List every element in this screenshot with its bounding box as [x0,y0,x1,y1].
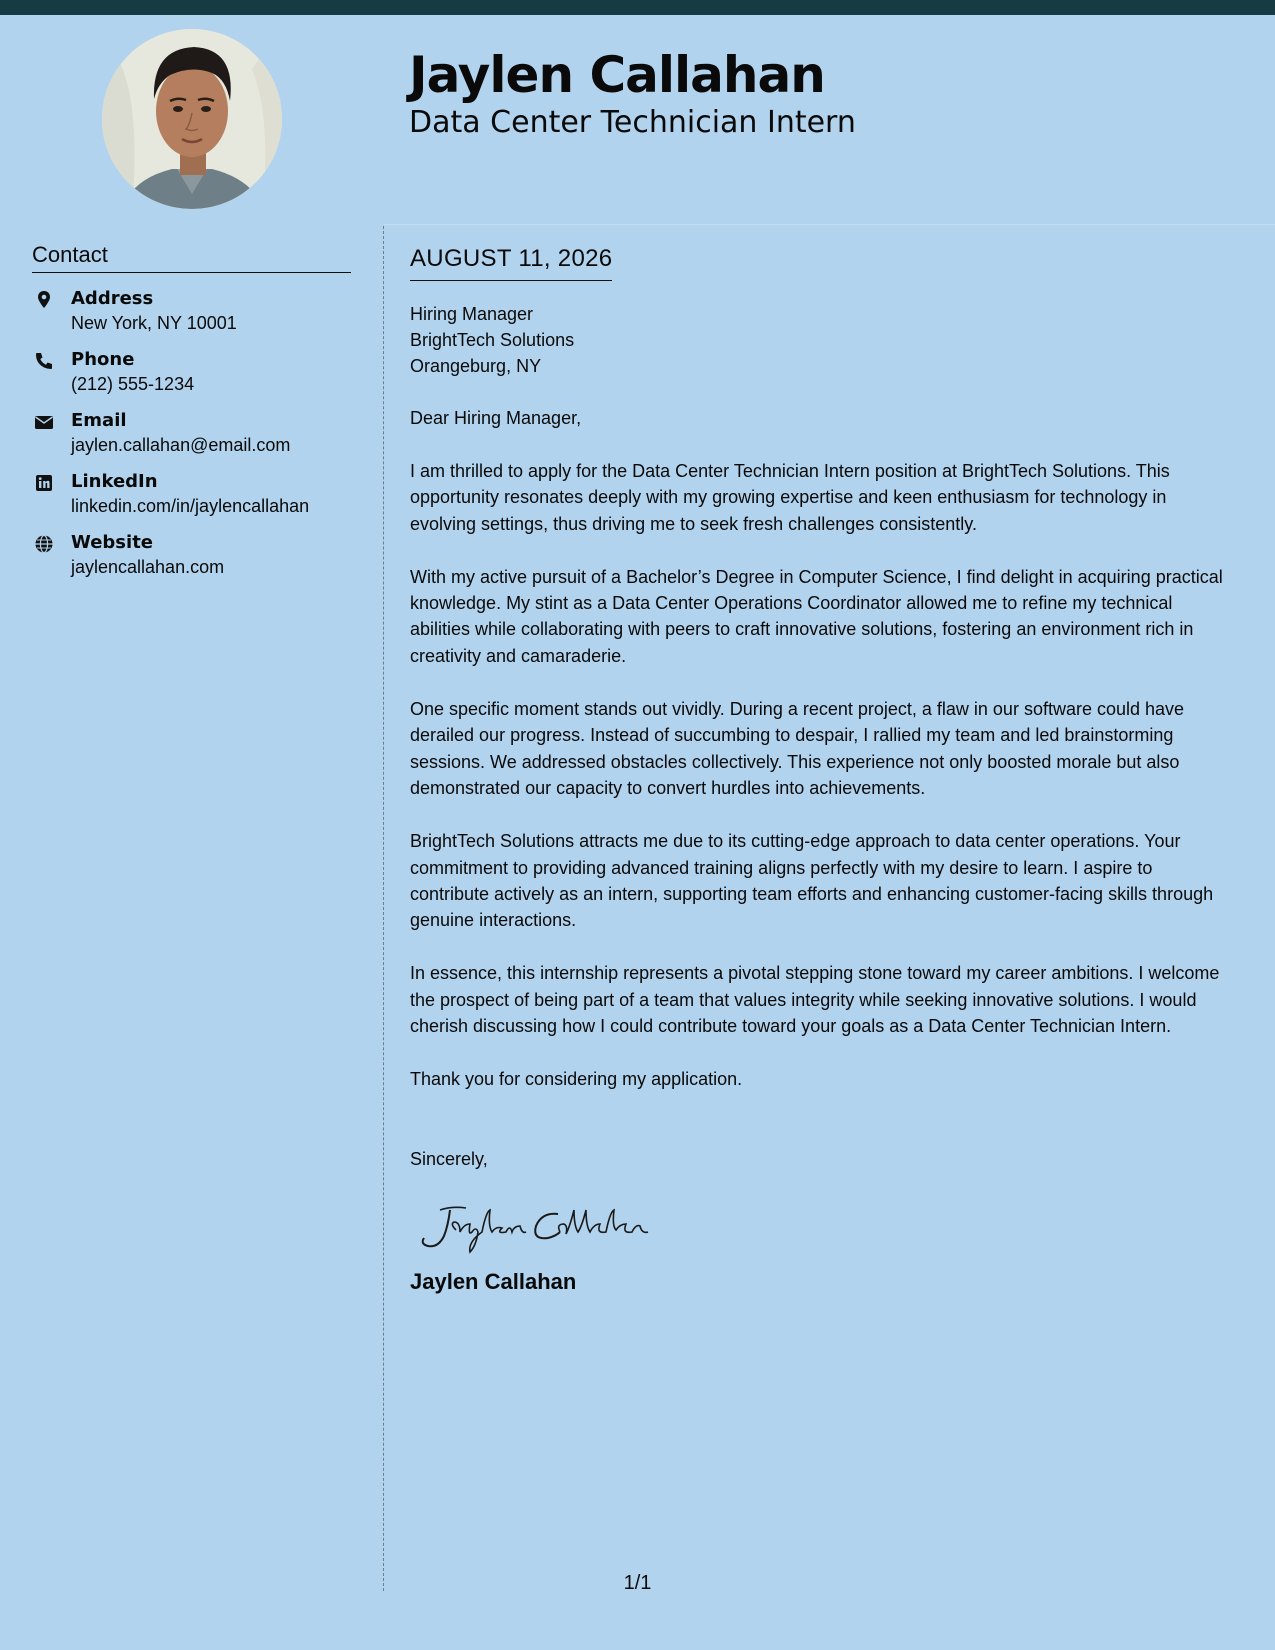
recipient-title: Hiring Manager [410,304,534,324]
contact-title: Contact [32,241,351,273]
phone-icon [34,351,54,371]
closing: Sincerely, [410,1148,488,1169]
contact-phone [32,348,351,396]
contact-label: Address [71,288,154,309]
handwritten-signature [410,1196,1230,1258]
contact-sidebar [32,241,351,592]
letter-paragraph: With my active pursuit of a Bachelor’s Degree in Computer Science, I find delight in acquiring practical knowledge. My stint as a Data Center Operations Coordinator allowed me to refine my technical abilities while collaborating with peers to craft innovative solutions, fostering an environment rich in creativity and camaraderie. [410,566,1223,666]
map-pin-icon [34,290,54,310]
contact-value: linkedin.com/in/jaylencallahan [71,496,310,516]
recipient-location: Orangeburg, NY [410,356,542,376]
contact-label: Email [71,410,127,431]
profile-photo [102,29,282,209]
letter-date: AUGUST 11, 2026 [410,244,612,281]
column-divider [383,226,384,1591]
applicant-name: Jaylen Callahan [409,46,825,104]
letter-paragraph: One specific moment stands out vividly. During a recent project, a flaw in our software could have derailed our progress. Instead of succumbing to despair, I rallied my team and led brainstorming sessions. We addressed obstacles collectively. This experience not only boosted morale but also demonstrated our capacity to convert hurdles into achievements. [410,699,1185,798]
header-divider [384,224,1275,225]
applicant-role: Data Center Technician Intern [409,105,856,140]
recipient-company: BrightTech Solutions [410,330,575,350]
salutation: Dear Hiring Manager, [410,408,582,428]
top-bar [0,0,1275,15]
letter-paragraph: BrightTech Solutions attracts me due to its cutting-edge approach to data center operations. Your commitment to providing advanced training aligns perfectly with my desire to learn. I aspire to contribute actively as an intern, supporting team efforts and enhancing customer-facing skills through genuine interactions. [410,831,1214,931]
page-number [0,1570,1275,1596]
header [409,40,856,140]
page-number-text: 1/1 [623,1572,652,1594]
envelope-icon [34,412,54,432]
contact-value: (212) 555-1234 [71,374,195,394]
contact-linkedin [32,470,351,518]
contact-value: New York, NY 10001 [71,313,237,333]
contact-label: LinkedIn [71,471,158,492]
letter-paragraph: Thank you for considering my application. [410,1069,743,1090]
contact-value: jaylencallahan.com [71,557,225,577]
contact-email [32,409,351,457]
contact-website [32,531,351,579]
cover-letter [410,244,1230,1296]
contact-value: jaylen.callahan@email.com [71,435,291,455]
linkedin-icon [34,473,54,493]
signer-name: Jaylen Callahan [410,1268,577,1294]
letter-paragraph: In essence, this internship represents a pivotal stepping stone toward my career ambitions. I welcome the prospect of being part of a team that values integrity while seeking innovative solutions. I would cherish discussing how I could contribute toward your goals as a Data Center Technician Intern. [410,963,1220,1037]
letter-paragraph: I am thrilled to apply for the Data Center Technician Intern position at BrightTech Solutions. This opportunity resonates deeply with my growing expertise and keen enthusiasm for technology in evolving settings, thus driving me to seek fresh challenges consistently. [410,461,1170,534]
recipient-block [410,301,1230,379]
globe-icon [34,534,54,554]
contact-address [32,287,351,335]
contact-label: Phone [71,349,135,370]
contact-label: Website [71,532,154,553]
